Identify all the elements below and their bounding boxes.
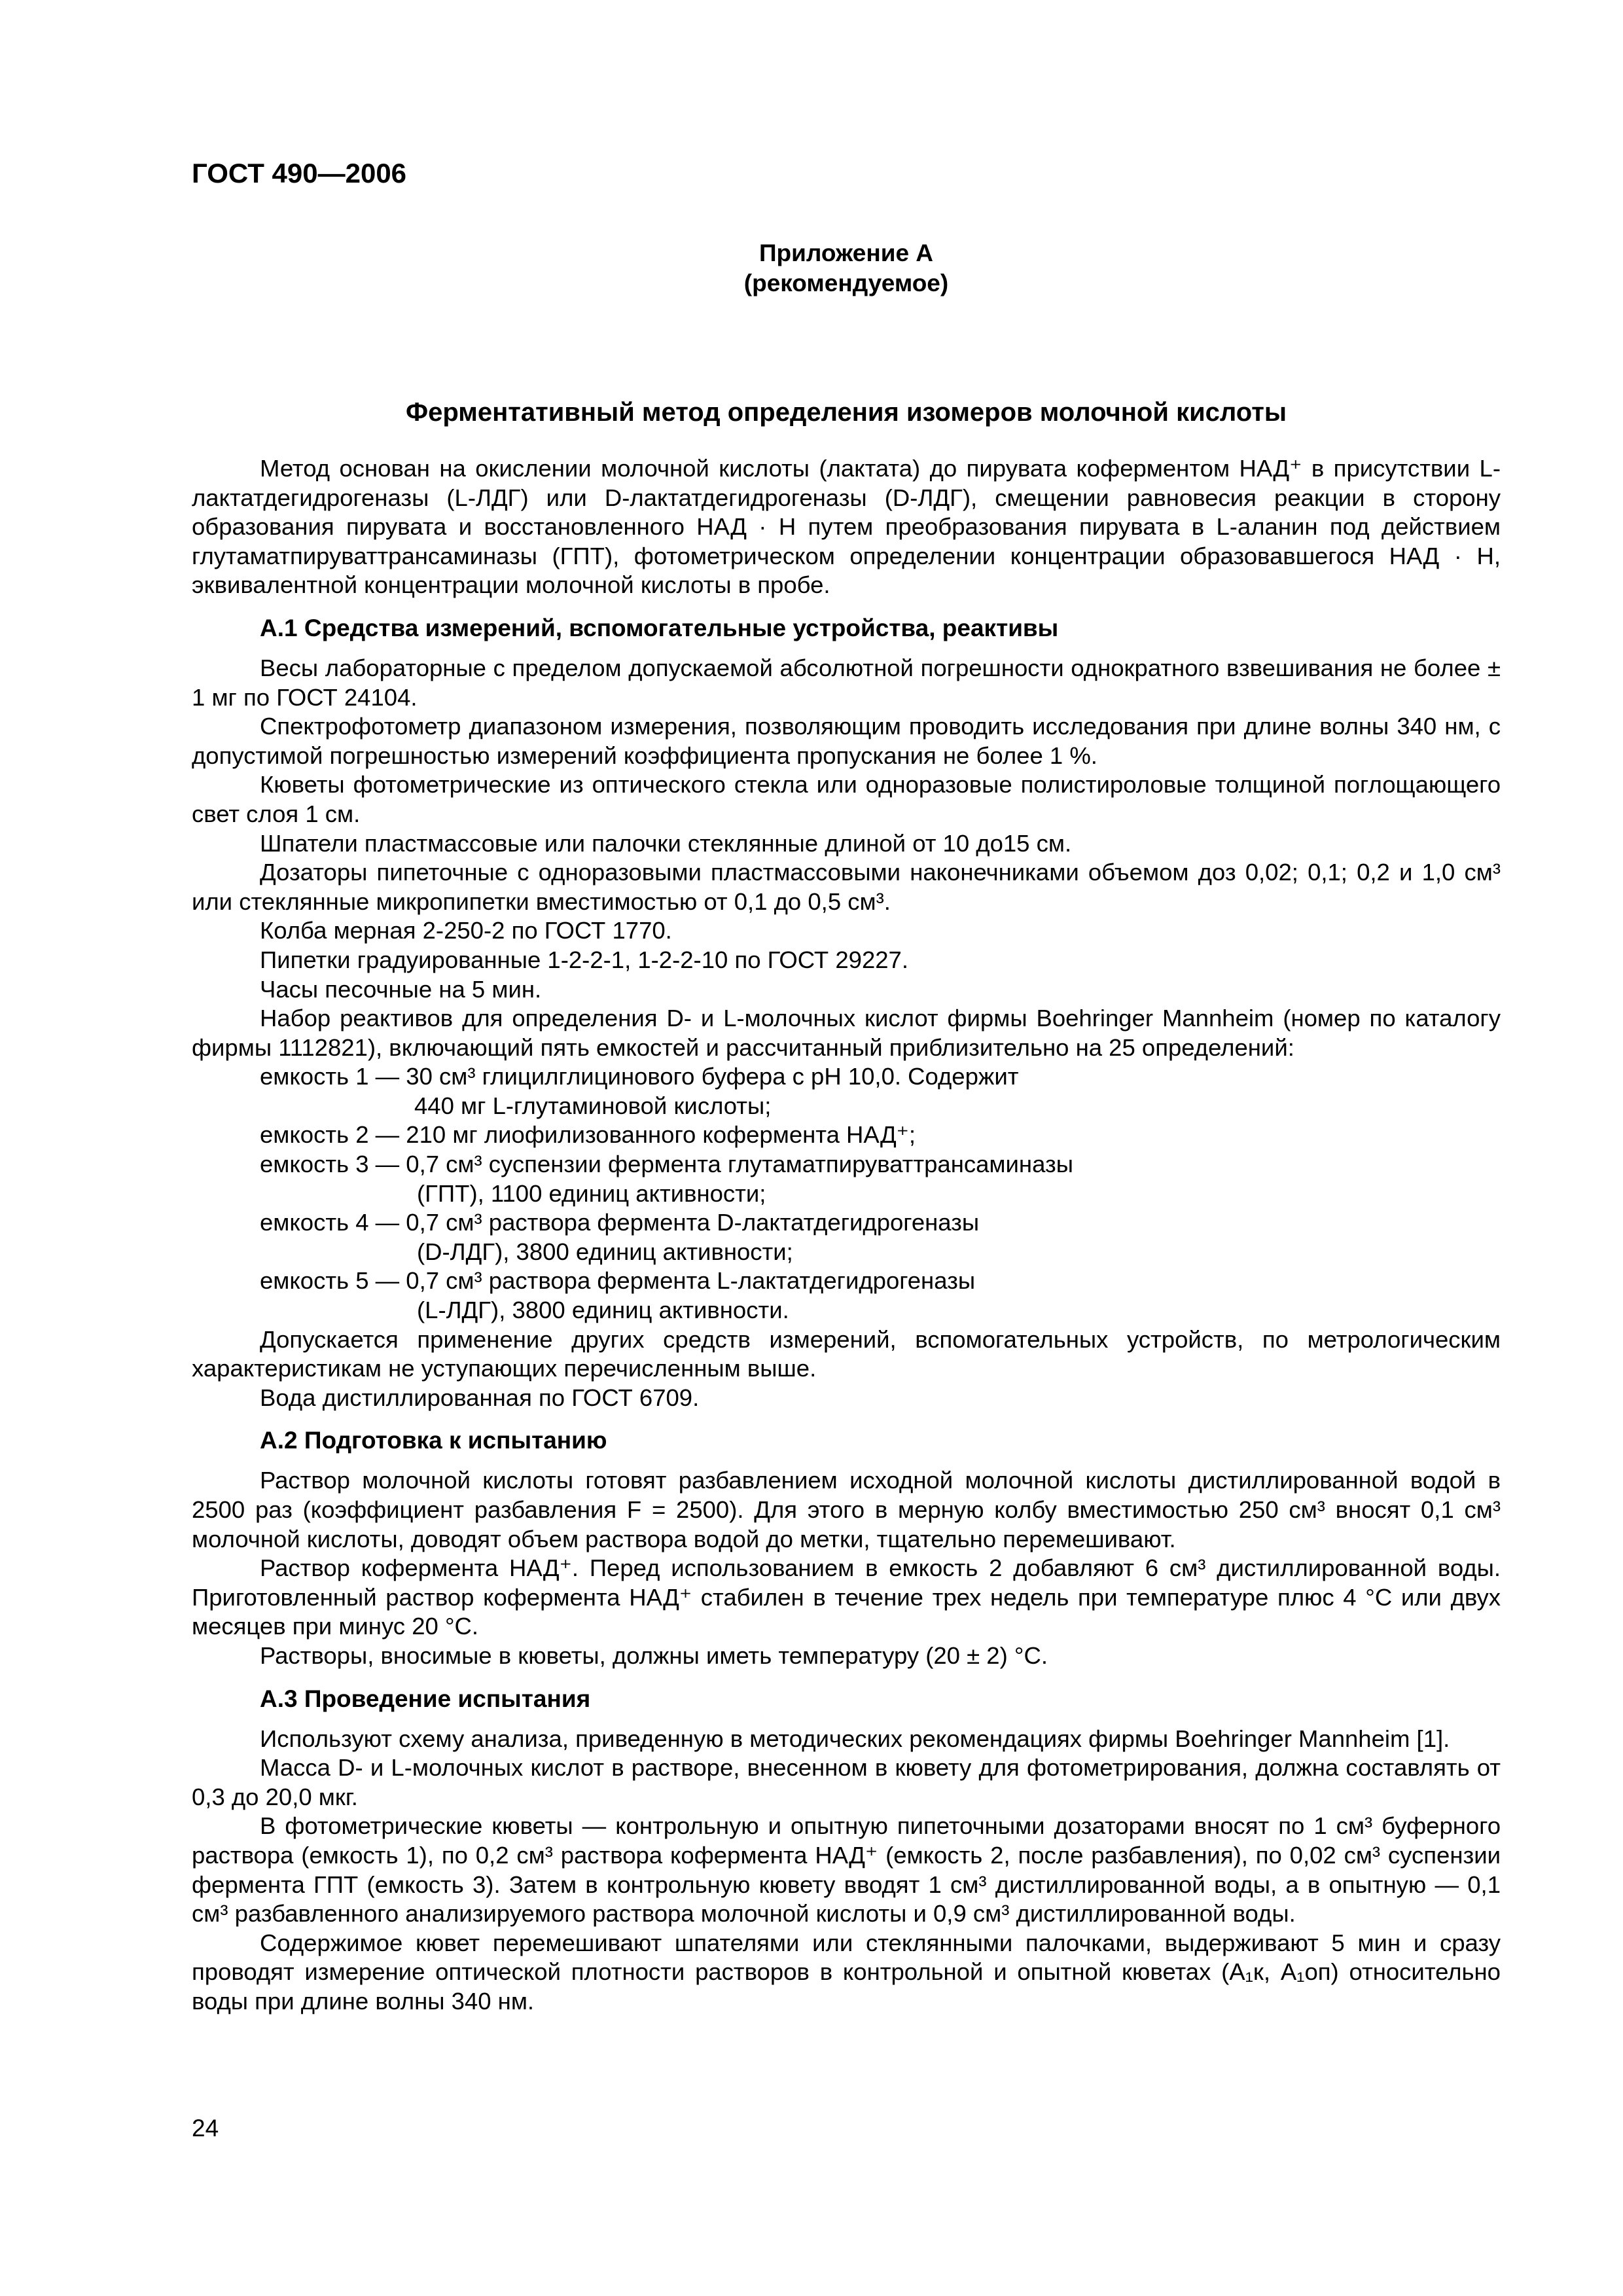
appendix-heading [192, 238, 1501, 298]
appendix-label: Приложение А [758, 240, 934, 266]
container-3: емкость 3 — 0,7 см³ суспензии фермента глутаматпируваттрансаминазы [260, 1151, 1073, 1178]
container-4: емкость 4 — 0,7 см³ раствора фермента D-лактатдегидрогеназы [260, 1209, 980, 1236]
container-5: емкость 5 — 0,7 см³ раствора фермента L-лактатдегидрогеназы [260, 1267, 976, 1295]
container-1: емкость 1 — 30 см³ глицилглицинового буфера с pH 10,0. Содержит [260, 1063, 1019, 1090]
a3-paragraph-measurement: Содержимое кювет перемешивают шпателями или стеклянными палочками, выдерживают 5 мин и сразу проводят измерение оптической плотности растворов в контрольной и опытной кюветах (A₁к, A₁оп) относительно воды при длине волны 340 нм. [192, 1929, 1501, 2015]
container-5-cont: (L-ЛДГ), 3800 единиц активности. [417, 1297, 789, 1324]
document-title: Ферментативный метод определения изомеров молочной кислоты [406, 398, 1287, 427]
page-number: 24 [192, 2115, 219, 2142]
container-1-cont: 440 мг L-глутаминовой кислоты; [414, 1092, 772, 1119]
a1-paragraph-spatulas: Шпатели пластмассовые или палочки стеклянные длиной от 10 до15 см. [260, 829, 1072, 857]
a1-paragraph-reagent-kit: Набор реактивов для определения D- и L-молочных кислот фирмы Boehringer Mannheim (номер по каталогу фирмы 1112821), включающий пять емкостей и рассчитанный приблизительно на 25 определений: [192, 1005, 1501, 1061]
a1-paragraph-cuvettes: Кюветы фотометрические из оптического стекла или одноразовые полистироловые толщиной поглощающего свет слоя 1 см. [192, 771, 1501, 827]
intro-paragraph: Метод основан на окислении молочной кислоты (лактата) до пирувата коферментом НАД⁺ в присутствии L-лактатдегидрогеназы (L-ЛДГ) или D-лактатдегидрогеназы (D-ЛДГ), смещении равновесия реакции в сторону образования пирувата и восстановленного НАД · Н путем преобразования пирувата в L-аланин под действием глутаматпируваттрансаминазы (ГПТ), фотометрическом определении концентрации образовавшегося НАД · Н, эквивалентной концентрации молочной кислоты в пробе. [192, 455, 1501, 599]
a1-paragraph-pipettes: Пипетки градуированные 1-2-2-1, 1-2-2-10 по ГОСТ 29227. [260, 946, 908, 973]
a3-paragraph-scheme: Используют схему анализа, приведенную в методических рекомендациях фирмы Boehringer Mannheim [1]. [260, 1725, 1450, 1752]
section-a3-heading: А.3 Проведение испытания [260, 1685, 591, 1712]
a1-paragraph-hourglass: Часы песочные на 5 мин. [260, 975, 542, 1003]
a1-paragraph-dispensers: Дозаторы пипеточные с одноразовыми пластмассовыми наконечниками объемом доз 0,02; 0,1; 0,2 и 1,0 см³ или стеклянные микропипетки вместимостью от 0,1 до 0,5 см³. [192, 859, 1501, 915]
container-3-cont: (ГПТ), 1100 единиц активности; [417, 1179, 766, 1207]
a2-paragraph-lactic-solution: Раствор молочной кислоты готовят разбавлением исходной молочной кислоты дистиллированной водой в 2500 раз (коэффициент разбавления F = 2500). Для этого в мерную колбу вместимостью 250 см³ вносят 0,1 см³ молочной кислоты, доводят объем раствора водой до метки, тщательно перемешивают. [192, 1467, 1501, 1552]
a1-paragraph-water: Вода дистиллированная по ГОСТ 6709. [260, 1384, 700, 1411]
a3-paragraph-mass: Масса D- и L-молочных кислот в растворе, внесенном в кювету для фотометрирования, должна составлять от 0,3 до 20,0 мкг. [192, 1754, 1501, 1810]
appendix-status: (рекомендуемое) [743, 270, 949, 296]
section-a2-heading: А.2 Подготовка к испытанию [260, 1427, 607, 1454]
doc-code: ГОСТ 490—2006 [192, 158, 407, 188]
section-a1-heading: А.1 Средства измерений, вспомогательные устройства, реактивы [260, 614, 1059, 641]
a1-paragraph-spectrophotometer: Спектрофотометр диапазоном измерения, позволяющим проводить исследования при длине волны 340 нм, с допустимой погрешностью измерений коэффициента пропускания не более 1 %. [192, 713, 1501, 769]
a2-paragraph-coenzyme: Раствор кофермента НАД⁺. Перед использованием в емкость 2 добавляют 6 см³ дистиллированной воды. Приготовленный раствор кофермента НАД⁺ стабилен в течение трех недель при температуре плюс 4 °С или двух месяцев при минус 20 °С. [192, 1554, 1501, 1640]
a1-paragraph-scales: Весы лабораторные с пределом допускаемой абсолютной погрешности однократного взвешивания не более ± 1 мг по ГОСТ 24104. [192, 654, 1501, 711]
a1-paragraph-flask: Колба мерная 2-250-2 по ГОСТ 1770. [260, 917, 672, 944]
a2-paragraph-temperature: Растворы, вносимые в кюветы, должны иметь температуру (20 ± 2) °С. [260, 1641, 1048, 1669]
container-2: емкость 2 — 210 мг лиофилизованного кофермента НАД⁺; [260, 1121, 916, 1149]
document-page [192, 157, 1501, 2017]
container-4-cont: (D-ЛДГ), 3800 единиц активности; [417, 1238, 793, 1265]
a3-paragraph-procedure: В фотометрические кюветы — контрольную и опытную пипеточными дозаторами вносят по 1 см³ буферного раствора (емкость 1), по 0,2 см³ раствора кофермента НАД⁺ (емкость 2, после разбавления), по 0,02 см³ суспензии фермента ГПТ (емкость 3). Затем в контрольную кювету вводят 1 см³ дистиллированной воды, а в опытную — 0,1 см³ разбавленного анализируемого раствора молочной кислоты и 0,9 см³ дистиллированной воды. [192, 1812, 1501, 1928]
a1-paragraph-alternatives: Допускается применение других средств измерений, вспомогательных устройств, по метрологическим характеристикам не уступающих перечисленным выше. [192, 1325, 1501, 1382]
